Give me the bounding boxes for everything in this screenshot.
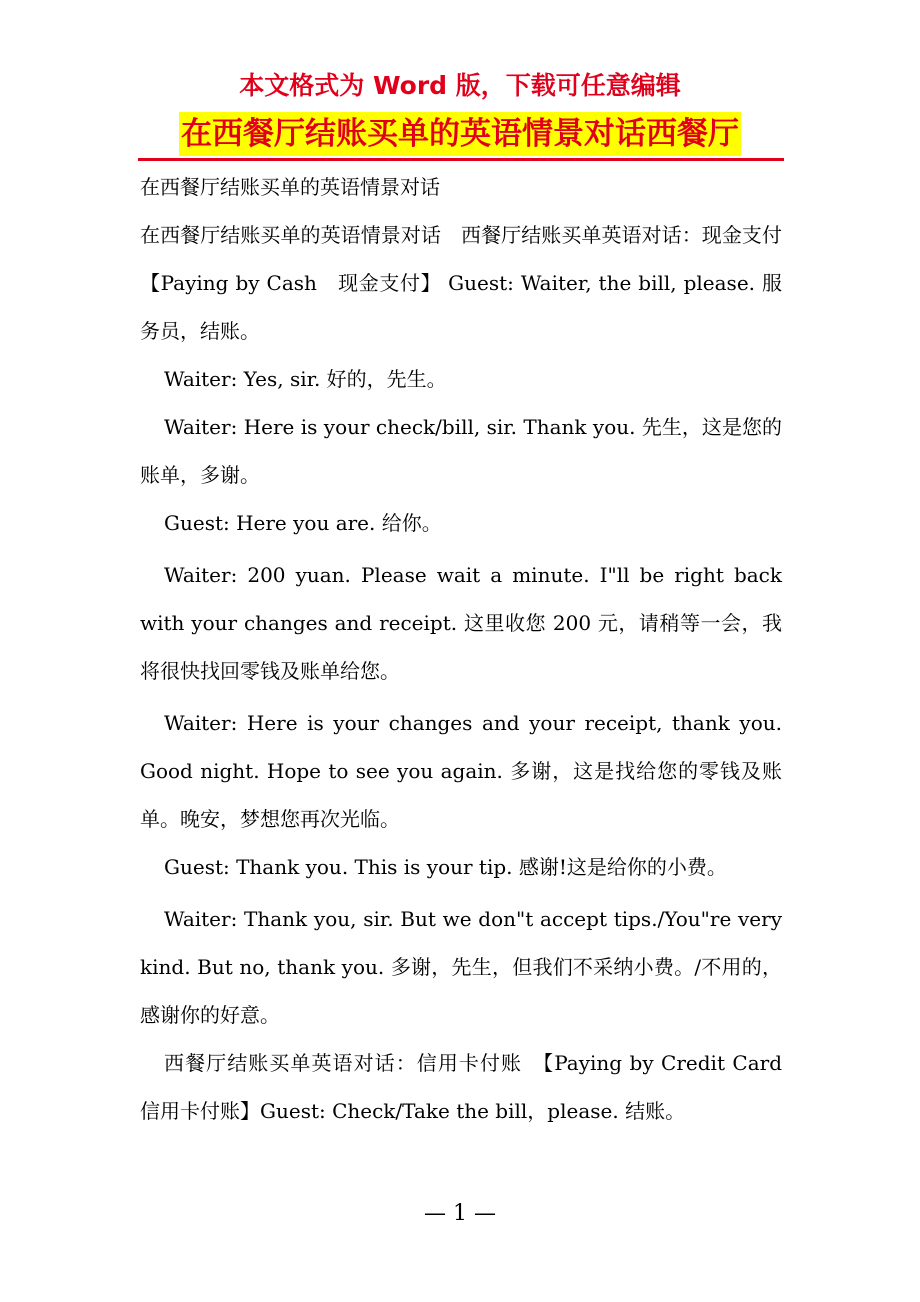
paragraph-subtitle: 在西餐厅结账买单的英语情景对话 xyxy=(140,175,440,199)
paragraph-dialogue: Waiter: Here is your check/bill, sir. Thank you. 先生，这是您的账单，多谢。 xyxy=(140,415,782,487)
paragraph-dialogue: Guest: Thank you. This is your tip. 感谢!这是给你的小费。 xyxy=(164,855,727,879)
title-container xyxy=(0,112,920,156)
paragraph-dialogue: Waiter: 200 yuan. Please wait a minute. I"ll be right back with your changes and receipt. 这里收您 200 元，请稍等一会，我将很快找回零钱及账单给您。 xyxy=(140,563,782,683)
paragraph-intro: 在西餐厅结账买单的英语情景对话 西餐厅结账买单英语对话：现金支付 【Paying by Cash 现金支付】 Guest: Waiter, the bill, please. 服务员，结账。 xyxy=(140,223,802,343)
format-notice: 本文格式为 Word 版，下载可任意编辑 xyxy=(239,71,681,100)
document-title: 在西餐厅结账买单的英语情景对话西餐厅 xyxy=(179,112,741,156)
paragraph-dialogue: Waiter: Yes, sir. 好的，先生。 xyxy=(164,367,447,391)
document-body xyxy=(140,163,802,1135)
title-underline xyxy=(138,158,784,161)
paragraph-dialogue: Waiter: Thank you, sir. But we don"t accept tips./You"re very kind. But no, thank you. 多谢，先生，但我们不采纳小费。/不用的，感谢你的好意。 xyxy=(140,907,782,1027)
paragraph-section-heading: 西餐厅结账买单英语对话：信用卡付账 【Paying by Credit Card 信用卡付账】Guest: Check/Take the bill，please. 结账。 xyxy=(140,1051,782,1123)
paragraph-dialogue: Guest: Here you are. 给你。 xyxy=(164,511,442,535)
page-number: — 1 — xyxy=(424,1201,496,1226)
paragraph-dialogue: Waiter: Here is your changes and your receipt, thank you. Good night. Hope to see you again. 多谢，这是找给您的零钱及账单。晚安，梦想您再次光临。 xyxy=(140,711,782,831)
